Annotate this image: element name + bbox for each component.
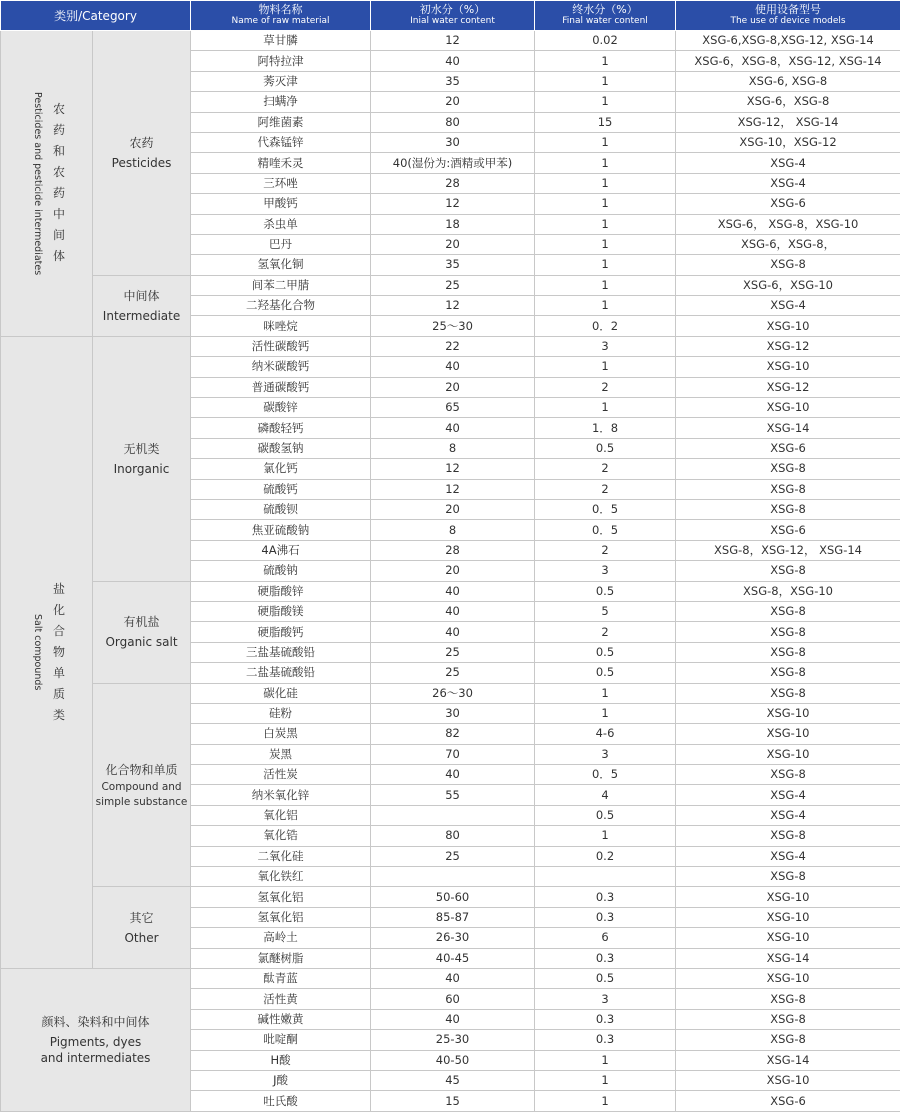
initial-water-cell: 40 [371,51,535,71]
material-name-cell: 二盐基硫酸铅 [191,663,371,683]
material-name-cell: 巴丹 [191,234,371,254]
category-label-zh [53,579,65,726]
category-char: 合 [52,623,65,638]
material-name-cell: 吐氏酸 [191,1091,371,1111]
initial-water-cell: 40 [371,765,535,785]
final-water-cell: 5 [535,601,676,621]
device-model-cell: XSG-14 [676,1050,900,1070]
category-char: 药 [52,123,65,138]
initial-water-cell: 45 [371,1070,535,1090]
final-water-cell: 2 [535,377,676,397]
final-water-cell: 0.5 [535,968,676,988]
material-name-cell: 甲酸钙 [191,194,371,214]
category-char: 类 [52,707,65,722]
device-model-cell: XSG-6，XSG-8 [676,92,900,112]
table-body [1,31,900,1112]
final-water-cell: 2 [535,459,676,479]
initial-water-cell: 26～30 [371,683,535,703]
final-water-cell: 1 [535,398,676,418]
initial-water-cell: 30 [371,132,535,152]
final-water-cell: 0.5 [535,581,676,601]
final-water-cell: 0.5 [535,663,676,683]
category-char: 农 [52,165,65,180]
category-char: 化 [52,602,65,617]
subcategory-label-en: Inorganic [113,461,170,476]
device-model-cell: XSG-8 [676,479,900,499]
material-name-cell: 氢氧化铝 [191,907,371,927]
initial-water-cell: 12 [371,459,535,479]
initial-water-cell: 20 [371,92,535,112]
initial-water-cell: 25 [371,275,535,295]
initial-water-cell: 50-60 [371,887,535,907]
table-row [1,683,900,703]
final-water-cell: 1 [535,153,676,173]
device-model-cell: XSG-8 [676,601,900,621]
device-model-cell: XSG-10 [676,744,900,764]
final-water-cell: 1 [535,51,676,71]
device-model-cell: XSG-10 [676,357,900,377]
subcategory-cell [93,683,191,887]
material-name-cell: 氧化铁红 [191,867,371,887]
initial-water-cell: 20 [371,234,535,254]
final-water-cell: 0.3 [535,907,676,927]
material-name-cell: 二氧化硅 [191,846,371,866]
header-category: 类别/Category [1,1,191,31]
material-name-cell: 吡啶酮 [191,1030,371,1050]
category-cell [1,31,93,337]
material-name-cell: 碱性嫩黄 [191,1009,371,1029]
table-row [1,275,900,295]
final-water-cell: 0.2 [535,846,676,866]
subcategory-cell [93,31,191,276]
device-model-cell: XSG-12 [676,377,900,397]
subcategory-cell [93,581,191,683]
category-label-en: Pigments, dyes [49,1034,142,1049]
device-model-cell: XSG-6 [676,520,900,540]
device-model-cell: XSG-8，XSG-10 [676,581,900,601]
device-model-cell: XSG-12 [676,336,900,356]
final-water-cell: 6 [535,928,676,948]
final-water-cell: 0.3 [535,887,676,907]
category-char: 体 [52,249,65,264]
header-final-water: 终水分（%） Final water contenl [535,1,676,31]
initial-water-cell: 28 [371,173,535,193]
material-name-cell: 氯化钙 [191,459,371,479]
category-label-en: Salt compounds [31,614,43,691]
initial-water-cell: 18 [371,214,535,234]
table-row [1,31,900,51]
material-name-cell: 阿维菌素 [191,112,371,132]
initial-water-cell: 40 [371,968,535,988]
material-name-cell: 硬脂酸钙 [191,622,371,642]
subcategory-label-zh: 中间体 [123,288,160,303]
subcategory-label-zh: 有机盐 [123,615,160,630]
category-char: 物 [52,644,65,659]
device-model-cell: XSG-4 [676,173,900,193]
category-cell [1,968,191,1111]
initial-water-cell: 22 [371,336,535,356]
category-char: 中 [52,207,65,222]
material-name-cell: 精喹禾灵 [191,153,371,173]
final-water-cell: 0．5 [535,499,676,519]
subcategory-label-zh: 无机类 [123,441,160,456]
final-water-cell: 1 [535,92,676,112]
header-device-model: 使用设备型号 The use of device models [676,1,900,31]
final-water-cell: 0.3 [535,948,676,968]
final-water-cell: 3 [535,989,676,1009]
material-name-cell: 焦亚硫酸钠 [191,520,371,540]
category-label-zh [53,99,65,267]
subcategory-label-en: Pesticides [111,155,172,170]
initial-water-cell: 20 [371,377,535,397]
device-model-cell: XSG-8 [676,826,900,846]
material-name-cell: 活性黄 [191,989,371,1009]
final-water-cell: 2 [535,540,676,560]
initial-water-cell: 40 [371,622,535,642]
category-char: 间 [52,228,65,243]
header-initial-water: 初水分（%） Inial water content [371,1,535,31]
material-name-cell: 硬脂酸锌 [191,581,371,601]
category-char: 药 [52,186,65,201]
material-name-cell: 氯醚树脂 [191,948,371,968]
final-water-cell: 1 [535,214,676,234]
device-model-cell: XSG-14 [676,948,900,968]
material-name-cell: J酸 [191,1070,371,1090]
initial-water-cell: 82 [371,724,535,744]
subcategory-cell [93,887,191,969]
final-water-cell: 1 [535,296,676,316]
final-water-cell: 1 [535,826,676,846]
device-model-cell: XSG-10 [676,928,900,948]
material-name-cell: 纳米氧化锌 [191,785,371,805]
subcategory-label-en: Compound and [101,780,182,793]
category-char: 农 [52,102,65,117]
initial-water-cell: 12 [371,479,535,499]
material-name-cell: 白炭黑 [191,724,371,744]
initial-water-cell: 65 [371,398,535,418]
material-name-cell: 间苯二甲腈 [191,275,371,295]
material-name-cell: 碳酸锌 [191,398,371,418]
device-model-cell: XSG-4 [676,846,900,866]
device-model-cell: XSG-10 [676,703,900,723]
device-model-cell: XSG-8 [676,1009,900,1029]
final-water-cell: 0．5 [535,520,676,540]
device-model-cell: XSG-8 [676,622,900,642]
device-model-cell: XSG-8 [676,459,900,479]
final-water-cell: 1．8 [535,418,676,438]
device-model-cell: XSG-12， XSG-14 [676,112,900,132]
device-model-cell: XSG-6 [676,438,900,458]
initial-water-cell: 20 [371,561,535,581]
device-model-cell: XSG-4 [676,805,900,825]
device-model-cell: XSG-10 [676,1070,900,1090]
material-name-cell: 二羟基化合物 [191,296,371,316]
initial-water-cell: 28 [371,540,535,560]
initial-water-cell: 70 [371,744,535,764]
final-water-cell: 1 [535,71,676,91]
final-water-cell: 0．5 [535,765,676,785]
category-char: 和 [52,144,65,159]
final-water-cell: 0.3 [535,1009,676,1029]
initial-water-cell: 35 [371,255,535,275]
material-name-cell: 炭黑 [191,744,371,764]
material-name-cell: 硫酸钡 [191,499,371,519]
category-char: 盐 [52,581,65,596]
initial-water-cell: 26-30 [371,928,535,948]
subcategory-cell [93,336,191,581]
device-model-cell: XSG-8，XSG-12， XSG-14 [676,540,900,560]
material-name-cell: 草甘膦 [191,31,371,51]
initial-water-cell: 85-87 [371,907,535,927]
final-water-cell: 2 [535,479,676,499]
device-model-cell: XSG-6 [676,1091,900,1111]
device-model-cell: XSG-8 [676,663,900,683]
initial-water-cell: 8 [371,438,535,458]
material-name-cell: 硅粉 [191,703,371,723]
category-char: 单 [52,665,65,680]
initial-water-cell: 40 [371,1009,535,1029]
initial-water-cell: 80 [371,826,535,846]
initial-water-cell: 40-45 [371,948,535,968]
final-water-cell: 3 [535,336,676,356]
initial-water-cell: 40 [371,601,535,621]
initial-water-cell: 15 [371,1091,535,1111]
table-row [1,968,900,988]
subcategory-label-en: Intermediate [102,308,181,323]
table-header [1,1,900,31]
final-water-cell: 1 [535,683,676,703]
initial-water-cell: 12 [371,194,535,214]
device-model-cell: XSG-10 [676,907,900,927]
initial-water-cell: 8 [371,520,535,540]
initial-water-cell: 40 [371,357,535,377]
subcategory-label-en-line2: simple substance [95,795,188,808]
device-model-cell: XSG-4 [676,153,900,173]
material-name-cell: 碳酸氢钠 [191,438,371,458]
initial-water-cell: 40-50 [371,1050,535,1070]
device-model-cell: XSG-8 [676,1030,900,1050]
initial-water-cell: 60 [371,989,535,1009]
device-model-cell: XSG-6，XSG-8，XSG-12, XSG-14 [676,51,900,71]
subcategory-label-en: Organic salt [105,635,178,650]
final-water-cell: 1 [535,194,676,214]
final-water-cell: 0.5 [535,805,676,825]
initial-water-cell: 55 [371,785,535,805]
subcategory-label-zh: 农药 [129,135,154,150]
subcategory-label-zh: 化合物和单质 [105,762,178,777]
initial-water-cell: 20 [371,499,535,519]
material-name-cell: 三环唑 [191,173,371,193]
device-model-cell: XSG-4 [676,785,900,805]
header-material: 物料名称 Name of raw material [191,1,371,31]
table-row [1,581,900,601]
final-water-cell: 0．2 [535,316,676,336]
initial-water-cell [371,867,535,887]
final-water-cell: 1 [535,1070,676,1090]
device-model-cell: XSG-8 [676,642,900,662]
final-water-cell: 1 [535,255,676,275]
final-water-cell: 4 [535,785,676,805]
material-name-cell: 硫酸钠 [191,561,371,581]
final-water-cell: 3 [535,744,676,764]
material-name-cell: 扫螨净 [191,92,371,112]
material-name-cell: 代森锰锌 [191,132,371,152]
material-name-cell: H酸 [191,1050,371,1070]
final-water-cell: 1 [535,132,676,152]
material-name-cell: 活性炭 [191,765,371,785]
final-water-cell: 1 [535,357,676,377]
device-model-cell: XSG-8 [676,255,900,275]
device-model-cell: XSG-14 [676,418,900,438]
final-water-cell: 1 [535,275,676,295]
initial-water-cell: 25～30 [371,316,535,336]
device-model-cell: XSG-8 [676,683,900,703]
device-model-cell: XSG-6, XSG-8 [676,71,900,91]
device-model-cell: XSG-8 [676,765,900,785]
material-name-cell: 活性碳酸钙 [191,336,371,356]
final-water-cell: 1 [535,703,676,723]
device-model-cell: XSG-10，XSG-12 [676,132,900,152]
material-name-cell: 普通碳酸钙 [191,377,371,397]
material-name-cell: 硫酸钙 [191,479,371,499]
final-water-cell: 2 [535,622,676,642]
initial-water-cell: 25-30 [371,1030,535,1050]
initial-water-cell: 40 [371,418,535,438]
final-water-cell: 1 [535,173,676,193]
material-name-cell: 氧化铝 [191,805,371,825]
material-name-cell: 酞青蓝 [191,968,371,988]
category-label-zh: 颜料、染料和中间体 [41,1014,150,1029]
initial-water-cell: 25 [371,846,535,866]
subcategory-cell [93,275,191,336]
device-model-cell: XSG-6,XSG-8,XSG-12, XSG-14 [676,31,900,51]
initial-water-cell: 25 [371,642,535,662]
device-model-cell: XSG-8 [676,867,900,887]
material-name-cell: 咪唑烷 [191,316,371,336]
final-water-cell: 1 [535,234,676,254]
final-water-cell: 0.3 [535,1030,676,1050]
device-model-cell: XSG-4 [676,296,900,316]
initial-water-cell: 12 [371,296,535,316]
category-char: 质 [52,686,65,701]
device-model-cell: XSG-10 [676,398,900,418]
device-model-cell: XSG-6，XSG-8， [676,234,900,254]
material-name-cell: 氢氧化铝 [191,887,371,907]
initial-water-cell: 35 [371,71,535,91]
initial-water-cell: 30 [371,703,535,723]
device-model-cell: XSG-6， XSG-8，XSG-10 [676,214,900,234]
table-row [1,336,900,356]
initial-water-cell: 40 [371,581,535,601]
final-water-cell: 0.5 [535,642,676,662]
material-name-cell: 三盐基硫酸铅 [191,642,371,662]
final-water-cell: 0.5 [535,438,676,458]
final-water-cell: 3 [535,561,676,581]
final-water-cell: 0.02 [535,31,676,51]
material-name-cell: 高岭土 [191,928,371,948]
device-model-cell: XSG-8 [676,989,900,1009]
material-name-cell: 阿特拉津 [191,51,371,71]
initial-water-cell: 25 [371,663,535,683]
material-name-cell: 杀虫单 [191,214,371,234]
material-name-cell: 氧化锆 [191,826,371,846]
material-name-cell: 莠灭津 [191,71,371,91]
final-water-cell: 4-6 [535,724,676,744]
device-model-cell: XSG-10 [676,968,900,988]
final-water-cell: 1 [535,1091,676,1111]
initial-water-cell: 12 [371,31,535,51]
material-name-cell: 硬脂酸镁 [191,601,371,621]
device-model-cell: XSG-8 [676,499,900,519]
final-water-cell: 15 [535,112,676,132]
initial-water-cell: 40(湿份为:酒精或甲苯) [371,153,535,173]
material-name-cell: 纳米碳酸钙 [191,357,371,377]
device-model-cell: XSG-10 [676,887,900,907]
category-cell [1,336,93,968]
subcategory-label-en: Other [124,930,159,945]
device-model-cell: XSG-6 [676,194,900,214]
material-name-cell: 4A沸石 [191,540,371,560]
initial-water-cell: 80 [371,112,535,132]
device-model-cell: XSG-6，XSG-10 [676,275,900,295]
table-row [1,887,900,907]
device-model-cell: XSG-8 [676,561,900,581]
final-water-cell [535,867,676,887]
subcategory-label-zh: 其它 [129,910,154,925]
category-label-en: Pesticides and pesticide intermediates [31,91,43,276]
material-name-cell: 碳化硅 [191,683,371,703]
material-name-cell: 氢氧化铜 [191,255,371,275]
material-name-cell: 磷酸轻钙 [191,418,371,438]
final-water-cell: 1 [535,1050,676,1070]
device-model-cell: XSG-10 [676,724,900,744]
initial-water-cell [371,805,535,825]
device-model-cell: XSG-10 [676,316,900,336]
category-label-en-line2: and intermediates [40,1050,151,1065]
